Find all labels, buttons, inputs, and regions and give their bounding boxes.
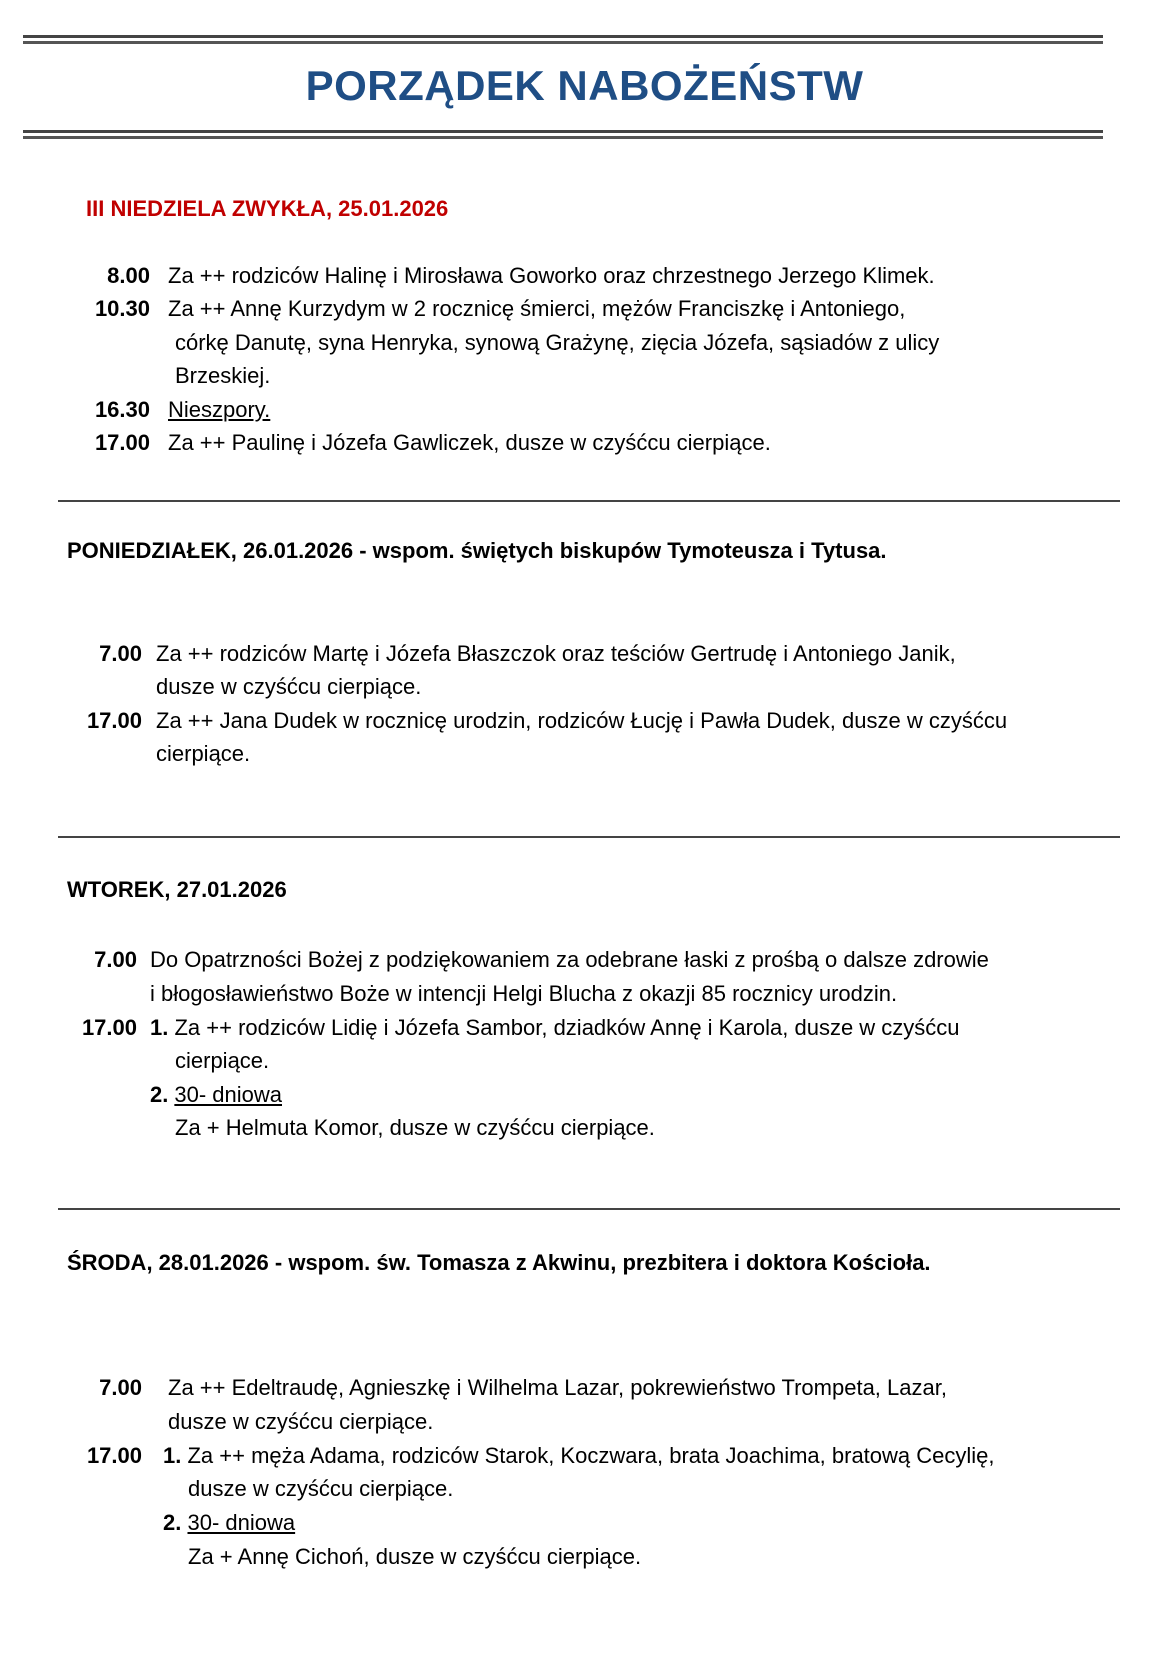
mass-intention: Za + Annę Cichoń, dusze w czyśćcu cierpiące. <box>188 1544 642 1569</box>
item-number: 2. <box>163 1510 182 1535</box>
section-divider <box>58 836 1120 838</box>
mass-time: 16.30 <box>94 397 150 422</box>
mass-time: 7.00 <box>99 641 142 666</box>
mass-intention: dusze w czyśćcu cierpiące. <box>156 674 422 699</box>
thirty-day-label: 30- dniowa <box>187 1510 296 1535</box>
mass-intention: Do Opatrzności Bożej z podziękowaniem za odebrane łaski z prośbą o dalsze zdrowie <box>150 947 989 972</box>
mass-time: 7.00 <box>94 947 137 972</box>
mass-intention: Za ++ Jana Dudek w rocznicę urodzin, rodziców Łucję i Pawła Dudek, dusze w czyśćcu <box>156 708 1008 733</box>
mass-intention: dusze w czyśćcu cierpiące. <box>168 1409 434 1434</box>
vespers-label: Nieszpory. <box>168 397 271 422</box>
mass-time: 17.00 <box>81 1015 137 1040</box>
mass-intention: Brzeskiej. <box>175 363 271 388</box>
day-heading-sunday: III NIEDZIELA ZWYKŁA, 25.01.2026 <box>86 196 449 221</box>
mass-time: 17.00 <box>86 1443 142 1468</box>
mass-intention: cierpiące. <box>156 741 251 766</box>
mass-intention: Za ++ męża Adama, rodziców Starok, Koczwara, brata Joachima, bratową Cecylię, <box>187 1443 995 1468</box>
title-bottom-double-rule <box>23 130 1103 139</box>
mass-time: 10.30 <box>94 296 150 321</box>
mass-intention: Za ++ Edeltraudę, Agnieszkę i Wilhelma Lazar, pokrewieństwo Trompeta, Lazar, <box>168 1375 947 1400</box>
mass-intention: cierpiące. <box>175 1048 270 1073</box>
item-number: 1. <box>163 1443 182 1468</box>
mass-time: 8.00 <box>107 263 150 288</box>
mass-intention: Za ++ Paulinę i Józefa Gawliczek, dusze w czyśćcu cierpiące. <box>168 430 771 455</box>
mass-time: 7.00 <box>99 1375 142 1400</box>
thirty-day-label: 30- dniowa <box>174 1082 282 1107</box>
item-number: 2. <box>150 1082 169 1107</box>
mass-intention: i błogosławieństwo Boże w intencji Helgi Blucha z okazji 85 rocznicy urodzin. <box>150 981 898 1006</box>
mass-intention: Za ++ rodziców Martę i Józefa Błaszczok oraz teściów Gertrudę i Antoniego Janik, <box>156 641 956 666</box>
mass-time: 17.00 <box>86 708 142 733</box>
mass-intention: dusze w czyśćcu cierpiące. <box>188 1476 454 1501</box>
mass-intention: Za ++ rodziców Lidię i Józefa Sambor, dziadków Annę i Karola, dusze w czyśćcu <box>174 1015 960 1040</box>
day-heading-wednesday: ŚRODA, 28.01.2026 - wspom. św. Tomasza z Akwinu, prezbitera i doktora Kościoła. <box>67 1250 931 1275</box>
top-double-rule <box>23 35 1103 44</box>
mass-intention: Za ++ Annę Kurzydym w 2 rocznicę śmierci, mężów Franciszkę i Antoniego, <box>168 296 906 321</box>
day-heading-tuesday: WTOREK, 27.01.2026 <box>67 877 287 902</box>
day-heading-monday: PONIEDZIAŁEK, 26.01.2026 - wspom. świętych biskupów Tymoteusza i Tytusa. <box>67 538 887 563</box>
mass-intention: córkę Danutę, syna Henryka, synową Grażynę, zięcia Józefa, sąsiadów z ulicy <box>175 330 940 355</box>
section-divider <box>58 1208 1120 1210</box>
mass-intention: Za + Helmuta Komor, dusze w czyśćcu cierpiące. <box>175 1115 655 1140</box>
page-title: PORZĄDEK NABOŻEŃSTW <box>305 62 864 109</box>
mass-intention: Za ++ rodziców Halinę i Mirosława Goworko oraz chrzestnego Jerzego Klimek. <box>168 263 935 288</box>
section-divider <box>58 500 1120 502</box>
mass-time: 17.00 <box>94 430 150 455</box>
item-number: 1. <box>150 1015 169 1040</box>
